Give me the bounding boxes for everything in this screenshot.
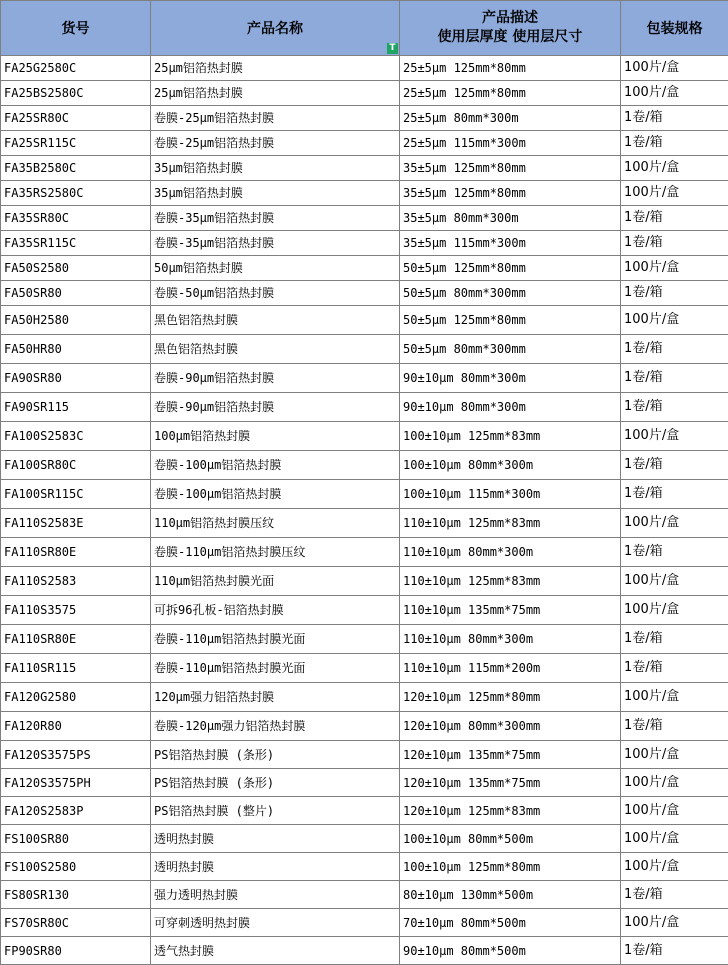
cell-code: FA25SR115C: [1, 131, 151, 156]
cell-name: PS铝箔热封膜 (条形): [151, 741, 400, 769]
table-row: [1, 56, 728, 81]
cell-pack: 1卷/箱: [621, 451, 728, 480]
cell-desc: 90±10μm 80mm*500m: [400, 937, 621, 965]
cell-code: FA110S3575: [1, 596, 151, 625]
cell-desc: 120±10μm 125mm*83mm: [400, 797, 621, 825]
cell-name: 强力透明热封膜: [151, 881, 400, 909]
cell-code: FA50SR80: [1, 281, 151, 306]
cell-desc: 80±10μm 130mm*500m: [400, 881, 621, 909]
cell-code: FA35SR80C: [1, 206, 151, 231]
table-row: [1, 335, 728, 364]
cell-pack: 100片/盒: [621, 422, 728, 451]
cell-pack: 100片/盒: [621, 181, 728, 206]
cell-name: 25μm铝箔热封膜: [151, 81, 400, 106]
cell-code: FA110SR115: [1, 654, 151, 683]
cell-name: 110μm铝箔热封膜压纹: [151, 509, 400, 538]
cell-code: FA25G2580C: [1, 56, 151, 81]
table-row: [1, 741, 728, 769]
table-row: [1, 683, 728, 712]
cell-pack: 1卷/箱: [621, 625, 728, 654]
cell-name: 黑色铝箔热封膜: [151, 335, 400, 364]
header-name: 产品名称 T: [151, 1, 400, 56]
table-row: [1, 797, 728, 825]
table-row: [1, 306, 728, 335]
cell-code: FA50S2580: [1, 256, 151, 281]
cell-code: FA100SR115C: [1, 480, 151, 509]
cell-pack: 100片/盒: [621, 81, 728, 106]
cell-code: FA110S2583E: [1, 509, 151, 538]
cell-name: 卷膜-50μm铝箔热封膜: [151, 281, 400, 306]
table-row: [1, 81, 728, 106]
cell-code: FA100SR80C: [1, 451, 151, 480]
cell-desc: 50±5μm 80mm*300mm: [400, 281, 621, 306]
cell-name: 卷膜-90μm铝箔热封膜: [151, 364, 400, 393]
cell-pack: 100片/盒: [621, 769, 728, 797]
cell-name: 120μm强力铝箔热封膜: [151, 683, 400, 712]
cell-name: 卷膜-35μm铝箔热封膜: [151, 231, 400, 256]
cell-name: 可拆96孔板-铝箔热封膜: [151, 596, 400, 625]
cell-code: FS70SR80C: [1, 909, 151, 937]
cell-pack: 1卷/箱: [621, 364, 728, 393]
table-row: [1, 106, 728, 131]
cell-name: 透明热封膜: [151, 825, 400, 853]
cell-code: FA110SR80E: [1, 625, 151, 654]
cell-name: 100μm铝箔热封膜: [151, 422, 400, 451]
cell-pack: 1卷/箱: [621, 106, 728, 131]
table-filter-icon[interactable]: T: [387, 43, 398, 54]
cell-name: 25μm铝箔热封膜: [151, 56, 400, 81]
cell-code: FA50H2580: [1, 306, 151, 335]
header-desc-line1: 产品描述: [400, 9, 620, 28]
cell-pack: 1卷/箱: [621, 881, 728, 909]
cell-name: 透气热封膜: [151, 937, 400, 965]
cell-name: 35μm铝箔热封膜: [151, 181, 400, 206]
cell-code: FA25BS2580C: [1, 81, 151, 106]
cell-pack: 1卷/箱: [621, 654, 728, 683]
table-row: [1, 825, 728, 853]
cell-code: FS100S2580: [1, 853, 151, 881]
cell-desc: 110±10μm 80mm*300m: [400, 625, 621, 654]
cell-desc: 100±10μm 115mm*300m: [400, 480, 621, 509]
header-desc-line2: 使用层厚度 使用层尺寸: [400, 28, 620, 47]
cell-desc: 120±10μm 125mm*80mm: [400, 683, 621, 712]
cell-pack: 100片/盒: [621, 56, 728, 81]
cell-code: FS100SR80: [1, 825, 151, 853]
table-row: [1, 909, 728, 937]
header-row: [1, 1, 728, 56]
table-row: [1, 769, 728, 797]
header-code: 货号: [1, 1, 151, 56]
cell-pack: 1卷/箱: [621, 206, 728, 231]
cell-name: 卷膜-35μm铝箔热封膜: [151, 206, 400, 231]
cell-pack: 100片/盒: [621, 797, 728, 825]
table-body: [1, 56, 728, 965]
cell-desc: 35±5μm 115mm*300m: [400, 231, 621, 256]
cell-name: 35μm铝箔热封膜: [151, 156, 400, 181]
table-row: [1, 480, 728, 509]
cell-code: FA120G2580: [1, 683, 151, 712]
table-row: [1, 422, 728, 451]
table-row: [1, 853, 728, 881]
cell-pack: 100片/盒: [621, 567, 728, 596]
cell-desc: 120±10μm 80mm*300mm: [400, 712, 621, 741]
cell-name: 卷膜-25μm铝箔热封膜: [151, 106, 400, 131]
table-row: [1, 538, 728, 567]
cell-desc: 35±5μm 125mm*80mm: [400, 156, 621, 181]
cell-desc: 50±5μm 80mm*300mm: [400, 335, 621, 364]
cell-pack: 100片/盒: [621, 306, 728, 335]
cell-desc: 120±10μm 135mm*75mm: [400, 741, 621, 769]
cell-pack: 1卷/箱: [621, 231, 728, 256]
cell-name: 110μm铝箔热封膜光面: [151, 567, 400, 596]
cell-code: FA50HR80: [1, 335, 151, 364]
cell-code: FA120S3575PS: [1, 741, 151, 769]
cell-desc: 50±5μm 125mm*80mm: [400, 256, 621, 281]
cell-pack: 100片/盒: [621, 741, 728, 769]
table-row: [1, 231, 728, 256]
cell-desc: 25±5μm 115mm*300m: [400, 131, 621, 156]
table-row: [1, 567, 728, 596]
cell-name: 卷膜-25μm铝箔热封膜: [151, 131, 400, 156]
cell-pack: 1卷/箱: [621, 937, 728, 965]
cell-desc: 110±10μm 125mm*83mm: [400, 509, 621, 538]
cell-code: FA120S3575PH: [1, 769, 151, 797]
cell-pack: 1卷/箱: [621, 131, 728, 156]
cell-code: FS80SR130: [1, 881, 151, 909]
cell-desc: 110±10μm 135mm*75mm: [400, 596, 621, 625]
cell-pack: 1卷/箱: [621, 393, 728, 422]
cell-code: FA120S2583P: [1, 797, 151, 825]
cell-pack: 100片/盒: [621, 156, 728, 181]
cell-name: 卷膜-110μm铝箔热封膜压纹: [151, 538, 400, 567]
cell-desc: 35±5μm 125mm*80mm: [400, 181, 621, 206]
table-row: [1, 281, 728, 306]
table-row: [1, 509, 728, 538]
cell-desc: 25±5μm 125mm*80mm: [400, 56, 621, 81]
cell-code: FA35SR115C: [1, 231, 151, 256]
cell-pack: 100片/盒: [621, 683, 728, 712]
table-row: [1, 364, 728, 393]
header-pack: 包装规格: [621, 1, 728, 56]
cell-name: PS铝箔热封膜 (条形): [151, 769, 400, 797]
cell-pack: 100片/盒: [621, 853, 728, 881]
table-row: [1, 625, 728, 654]
table-row: [1, 451, 728, 480]
cell-pack: 100片/盒: [621, 825, 728, 853]
cell-name: 透明热封膜: [151, 853, 400, 881]
table-row: [1, 156, 728, 181]
cell-name: 卷膜-110μm铝箔热封膜光面: [151, 654, 400, 683]
cell-desc: 100±10μm 80mm*300m: [400, 451, 621, 480]
cell-name: 可穿刺透明热封膜: [151, 909, 400, 937]
cell-code: FA100S2583C: [1, 422, 151, 451]
cell-pack: 100片/盒: [621, 256, 728, 281]
cell-code: FA90SR80: [1, 364, 151, 393]
cell-code: FA25SR80C: [1, 106, 151, 131]
cell-code: FA35RS2580C: [1, 181, 151, 206]
cell-code: FA110S2583: [1, 567, 151, 596]
cell-name: 卷膜-100μm铝箔热封膜: [151, 480, 400, 509]
cell-desc: 90±10μm 80mm*300m: [400, 393, 621, 422]
cell-desc: 110±10μm 115mm*200m: [400, 654, 621, 683]
cell-desc: 50±5μm 125mm*80mm: [400, 306, 621, 335]
cell-desc: 25±5μm 80mm*300m: [400, 106, 621, 131]
cell-code: FP90SR80: [1, 937, 151, 965]
table-row: [1, 712, 728, 741]
cell-code: FA90SR115: [1, 393, 151, 422]
table-row: [1, 654, 728, 683]
cell-desc: 90±10μm 80mm*300m: [400, 364, 621, 393]
cell-desc: 110±10μm 80mm*300m: [400, 538, 621, 567]
cell-desc: 100±10μm 80mm*500m: [400, 825, 621, 853]
cell-pack: 1卷/箱: [621, 480, 728, 509]
cell-code: FA120R80: [1, 712, 151, 741]
cell-desc: 100±10μm 125mm*83mm: [400, 422, 621, 451]
header-desc: [400, 1, 621, 56]
cell-pack: 1卷/箱: [621, 335, 728, 364]
table-row: [1, 131, 728, 156]
cell-name: 卷膜-90μm铝箔热封膜: [151, 393, 400, 422]
cell-pack: 1卷/箱: [621, 538, 728, 567]
table-row: [1, 181, 728, 206]
cell-pack: 1卷/箱: [621, 281, 728, 306]
table-row: [1, 206, 728, 231]
cell-name: 黑色铝箔热封膜: [151, 306, 400, 335]
cell-code: FA35B2580C: [1, 156, 151, 181]
cell-pack: 1卷/箱: [621, 712, 728, 741]
cell-name: 卷膜-120μm强力铝箔热封膜: [151, 712, 400, 741]
cell-desc: 110±10μm 125mm*83mm: [400, 567, 621, 596]
table-row: [1, 881, 728, 909]
cell-pack: 100片/盒: [621, 909, 728, 937]
cell-desc: 100±10μm 125mm*80mm: [400, 853, 621, 881]
table-row: [1, 596, 728, 625]
cell-pack: 100片/盒: [621, 596, 728, 625]
table-row: [1, 393, 728, 422]
cell-name: 卷膜-110μm铝箔热封膜光面: [151, 625, 400, 654]
cell-desc: 25±5μm 125mm*80mm: [400, 81, 621, 106]
cell-code: FA110SR80E: [1, 538, 151, 567]
cell-name: 50μm铝箔热封膜: [151, 256, 400, 281]
table-row: [1, 937, 728, 965]
cell-pack: 100片/盒: [621, 509, 728, 538]
cell-name: 卷膜-100μm铝箔热封膜: [151, 451, 400, 480]
cell-desc: 35±5μm 80mm*300m: [400, 206, 621, 231]
cell-name: PS铝箔热封膜 (整片): [151, 797, 400, 825]
table-row: [1, 256, 728, 281]
cell-desc: 120±10μm 135mm*75mm: [400, 769, 621, 797]
cell-desc: 70±10μm 80mm*500m: [400, 909, 621, 937]
